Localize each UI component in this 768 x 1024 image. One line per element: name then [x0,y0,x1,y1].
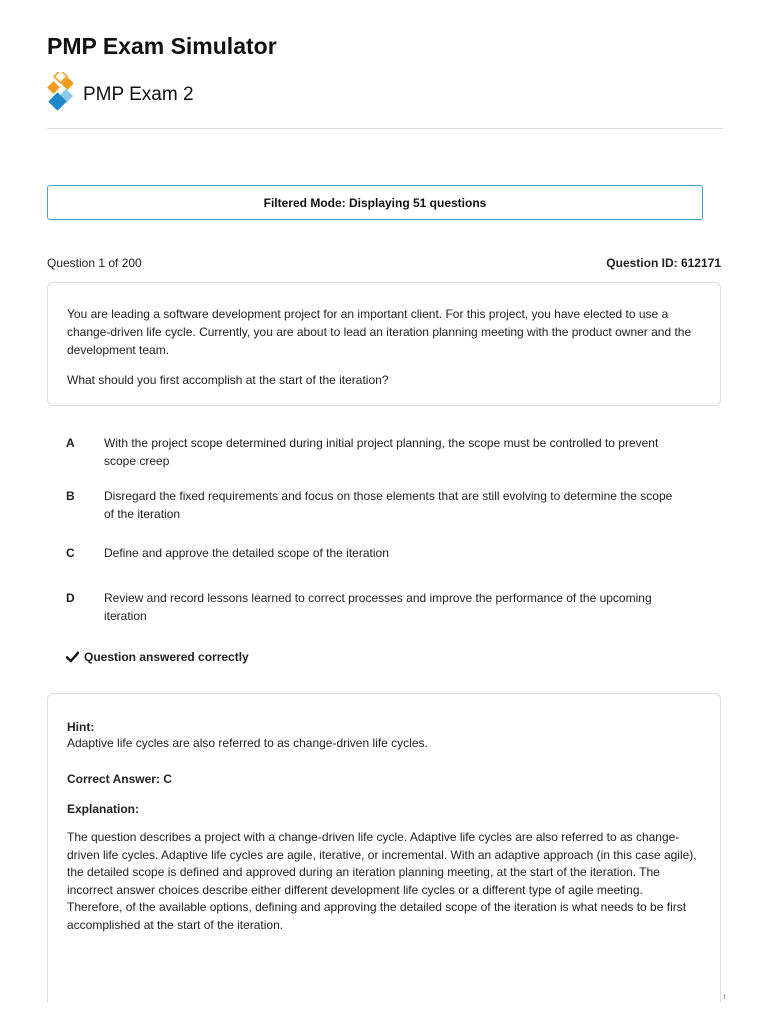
page-corner-mark [724,994,725,999]
option-c[interactable] [66,544,686,562]
question-text: You are leading a software development project for an important client. For this project, you have elected to use a change-driven life cycle. Currently, you are about to lead an iteration planning meeting with the product owner and the development team. [67,307,692,357]
option-text: Review and record lessons learned to correct processes and improve the performance of the upcoming iteration [104,591,652,623]
option-a[interactable] [66,434,686,470]
explanation-label: Explanation: [67,802,140,816]
filter-mode-banner: Filtered Mode: Displaying 51 questions [47,185,703,220]
exam-header [46,72,194,114]
app-title: PMP Exam Simulator [47,33,277,59]
option-text: Disregard the fixed requirements and focus on those elements that are still evolving to determine the scope of the iteration [104,489,673,521]
option-letter: D [66,591,75,605]
option-b[interactable] [66,487,686,523]
explanation-text: The question describes a project with a change-driven life cycle. Adaptive life cycles are also referred to as change-driven life cycles. Adaptive life cycles are agile, iterative, or incremental. With an adaptive approach (in this case agile), the detailed scope is defined and approved during an iteration planning meeting, at the start of the iteration. The incorrect answer choices describe either different development life cycles or a different type of agile meeting. Therefore, of the available options, defining and approving the detailed scope of the iteration is what needs to be first accomplished at the start of the iteration. [67,830,697,932]
answer-panel [47,693,721,1003]
option-letter: A [66,436,75,450]
option-text: With the project scope determined during initial project planning, the scope must be controlled to prevent scope creep [104,436,659,468]
correct-answer: Correct Answer: C [67,772,172,786]
question-id: Question ID: 612171 [606,256,721,270]
hint-text: Adaptive life cycles are also referred to as change-driven life cycles. [67,736,428,750]
option-letter: C [66,546,75,560]
answer-result [66,650,249,664]
header-divider [47,128,723,129]
question-prompt: What should you first accomplish at the start of the iteration? [67,373,389,387]
option-d[interactable] [66,589,686,625]
checkmark-icon [66,651,79,663]
question-card [47,282,721,406]
hint-label: Hint: [67,720,95,734]
option-letter: B [66,489,75,503]
option-text: Define and approve the detailed scope of the iteration [104,546,389,560]
question-counter: Question 1 of 200 [47,256,142,270]
result-text: Question answered correctly [84,650,249,664]
exam-logo-icon [46,72,78,114]
exam-name: PMP Exam 2 [83,84,194,105]
